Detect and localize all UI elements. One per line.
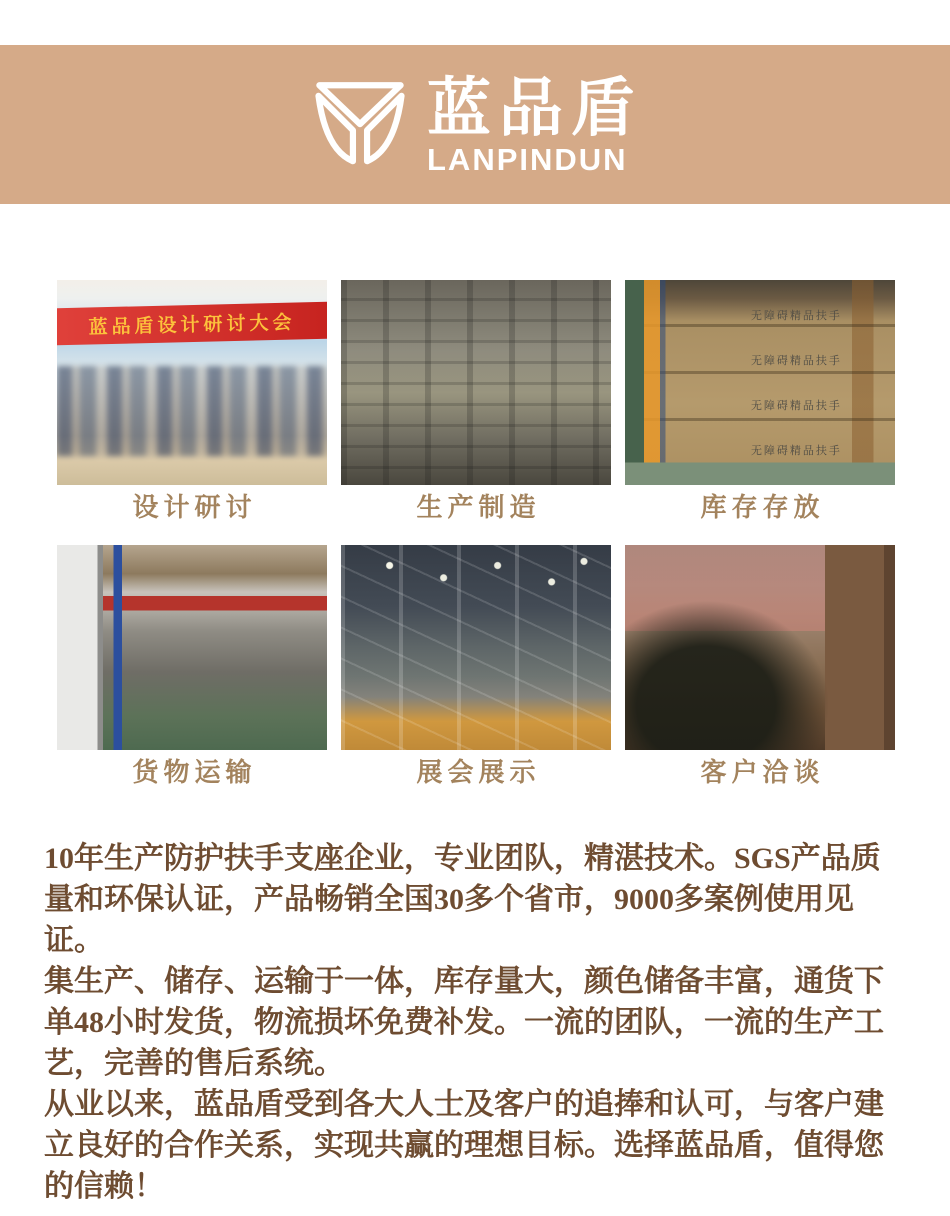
photo-design-seminar (57, 280, 327, 485)
company-intro-text (44, 838, 906, 1207)
photo-cargo-transport (57, 545, 327, 750)
caption-transport: 货物运输 (132, 758, 257, 787)
intro-paragraph-1: 10年生产防护扶手支座企业，专业团队，精湛技术。SGS产品质量和环保认证，产品畅销全国30多个省市，9000多案例使用见证。 (44, 842, 881, 957)
carton-label: 无障碍精品扶手 (750, 399, 842, 412)
photo-exhibition-booth (341, 545, 611, 750)
gallery-card-transport (57, 545, 327, 788)
gallery-card-warehouse (625, 280, 895, 523)
logo-text (427, 73, 643, 177)
carton-label: 无障碍精品扶手 (750, 444, 842, 457)
gallery-card-meeting (625, 545, 895, 788)
carton-label: 无障碍精品扶手 (750, 309, 842, 322)
top-white-strip (0, 0, 950, 45)
header-band (0, 45, 950, 204)
gallery-card-production (341, 280, 611, 523)
caption-warehouse: 库存存放 (700, 493, 825, 522)
photo-factory-production (341, 280, 611, 485)
caption-meeting: 客户洽谈 (700, 758, 825, 787)
intro-paragraph-3: 从业以来，蓝品盾受到各大人士及客户的追捧和认可，与客户建立良好的合作关系，实现共赢的理想目标。选择蓝品盾，值得您的信赖！ (44, 1088, 884, 1203)
photo-gallery (0, 280, 950, 788)
intro-paragraph-2: 集生产、储存、运输于一体，库存量大，颜色储备丰富，通货下单48小时发货，物流损坏免费补发。一流的团队，一流的生产工艺，完善的售后系统。 (44, 965, 884, 1080)
caption-production: 生产制造 (416, 493, 541, 522)
caption-exhibition: 展会展示 (416, 758, 541, 787)
logo-name-zh: 蓝品盾 (427, 71, 643, 144)
gallery-card-design-seminar (57, 280, 327, 523)
shield-triangle-logo-icon (307, 66, 413, 184)
photo-customer-meeting (625, 545, 895, 750)
gallery-card-exhibition (341, 545, 611, 788)
photo-warehouse-storage (625, 280, 895, 485)
group-of-people (57, 366, 327, 456)
seminar-banner: 蓝品盾设计研讨大会 (57, 301, 327, 345)
carton-label: 无障碍精品扶手 (750, 354, 842, 367)
caption-design-seminar: 设计研讨 (132, 493, 257, 522)
logo-name-en: LANPINDUN (427, 141, 628, 177)
